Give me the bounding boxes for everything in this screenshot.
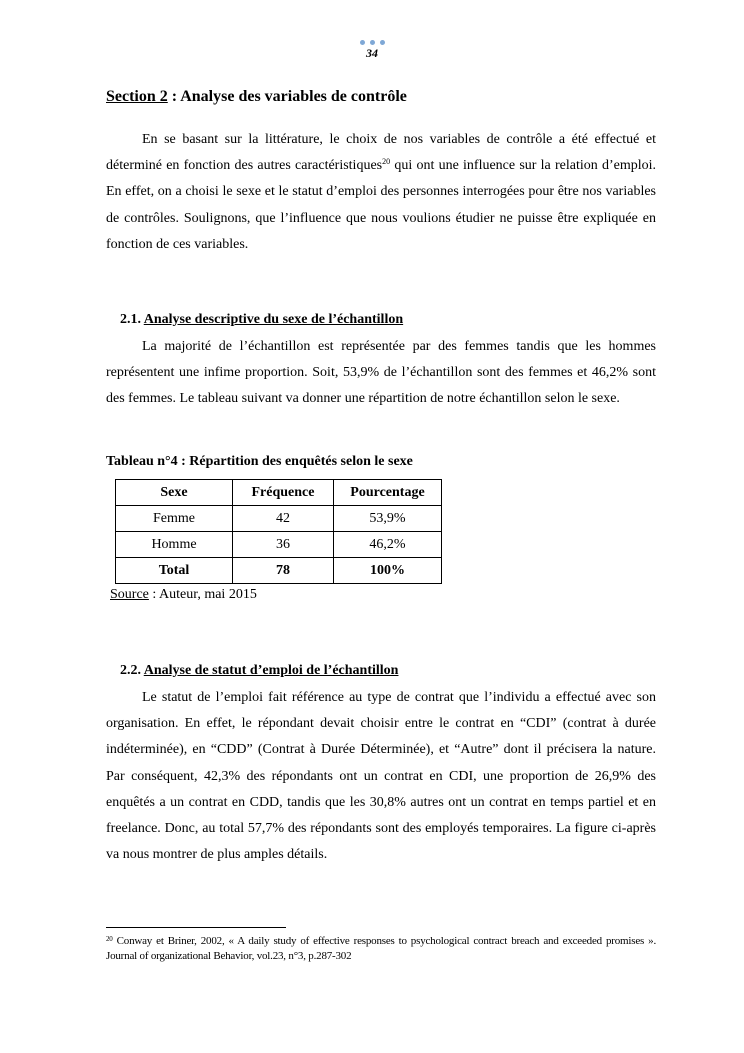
page-number: 34 bbox=[366, 46, 378, 60]
sex-distribution-table bbox=[115, 479, 442, 584]
subsection-1-number: 2.1. bbox=[120, 312, 144, 327]
subsection-2-heading: Analyse de statut d’emploi de l’échantillon bbox=[143, 663, 399, 678]
intro-text-after: qui ont une influence sur la relation d’emploi. En effet, on a choisi le sexe et le statut d’emploi des personnes interrogées pour être nos variables de contrôles. Soulignons, que l’influence que nous voulions étudier ne puisse être expliquée en fonction de ces variables. bbox=[106, 158, 657, 252]
table-cell: 78 bbox=[233, 558, 334, 584]
table-cell: Femme bbox=[116, 506, 233, 532]
footnote-number: 20 bbox=[106, 935, 113, 943]
table-row bbox=[116, 532, 442, 558]
ornament-dot bbox=[370, 40, 375, 45]
subsection-1-heading: Analyse descriptive du sexe de l’échantillon bbox=[143, 312, 404, 327]
table-cell: 46,2% bbox=[334, 532, 442, 558]
table-header-cell: Pourcentage bbox=[334, 480, 442, 506]
ornament-dot bbox=[360, 40, 365, 45]
footnote-separator bbox=[106, 927, 286, 928]
subsection-2-text: Le statut de l’emploi fait référence au type de contrat que l’individu a effectué avec son organisation. En effet, le répondant devait choisir entre le contrat en “CDI” (contrat à durée indéterminée), en “CDD” (Contrat à Durée Déterminée), et “Autre” dont il précisera la nature. Par conséquent, 42,3% des répondants ont un contrat en CDI, une proportion de 26,9% des enquêtés a un contrat en CDD, tandis que les 30,8% autres ont un contrat en temps partiel et en freelance. Donc, au total 57,7% des répondants sont des employés temporaires. La figure ci-après va nous montrer de plus amples détails. bbox=[106, 690, 656, 863]
intro-paragraph bbox=[106, 127, 656, 258]
intro-text-before: En se basant sur la littérature, le choix de nos variables de contrôle a été effectué et déterminé en fonction des autres caractéristiques bbox=[106, 132, 656, 174]
table-caption: Tableau n°4 : Répartition des enquêtés selon le sexe bbox=[106, 454, 413, 469]
subsection-2-number: 2.2. bbox=[120, 663, 144, 678]
subsection-1-text: La majorité de l’échantillon est représentée par des femmes tandis que les hommes représentent une infime proportion. Soit, 53,9% de l’échantillon sont des femmes et 46,2% sont des femmes. Le tableau suivant va donner une répartition de notre échantillon selon le sexe. bbox=[106, 339, 656, 407]
table-row bbox=[116, 506, 442, 532]
page-header bbox=[0, 40, 744, 59]
subsection-2-paragraph bbox=[106, 685, 656, 868]
footnote-text: Conway et Briner, 2002, « A daily study of effective responses to psychological contract breach and exceeded promises ». Journal of organizational Behavior, vol.23, n°3, p.287-302 bbox=[106, 935, 656, 962]
footnote bbox=[106, 934, 656, 964]
table-cell: 36 bbox=[233, 532, 334, 558]
table-cell: 100% bbox=[334, 558, 442, 584]
subsection-1-paragraph bbox=[106, 334, 656, 413]
source-text: : Auteur, mai 2015 bbox=[148, 587, 257, 602]
table-header-row bbox=[116, 480, 442, 506]
section-title bbox=[106, 88, 407, 106]
table-header-cell: Sexe bbox=[116, 480, 233, 506]
subsection-2-title bbox=[120, 663, 398, 679]
subsection-1-title bbox=[120, 312, 403, 328]
table-source bbox=[110, 587, 257, 603]
table-header-cell: Fréquence bbox=[233, 480, 334, 506]
section-label: Section 2 bbox=[106, 88, 168, 105]
table-cell: 53,9% bbox=[334, 506, 442, 532]
table-total-row bbox=[116, 558, 442, 584]
footnote-reference: 20 bbox=[382, 157, 391, 167]
section-heading-text: : Analyse des variables de contrôle bbox=[167, 88, 407, 105]
table-cell: 42 bbox=[233, 506, 334, 532]
ornament-dot bbox=[380, 40, 385, 45]
table-cell: Total bbox=[116, 558, 233, 584]
source-label: Source bbox=[110, 587, 149, 602]
table-cell: Homme bbox=[116, 532, 233, 558]
